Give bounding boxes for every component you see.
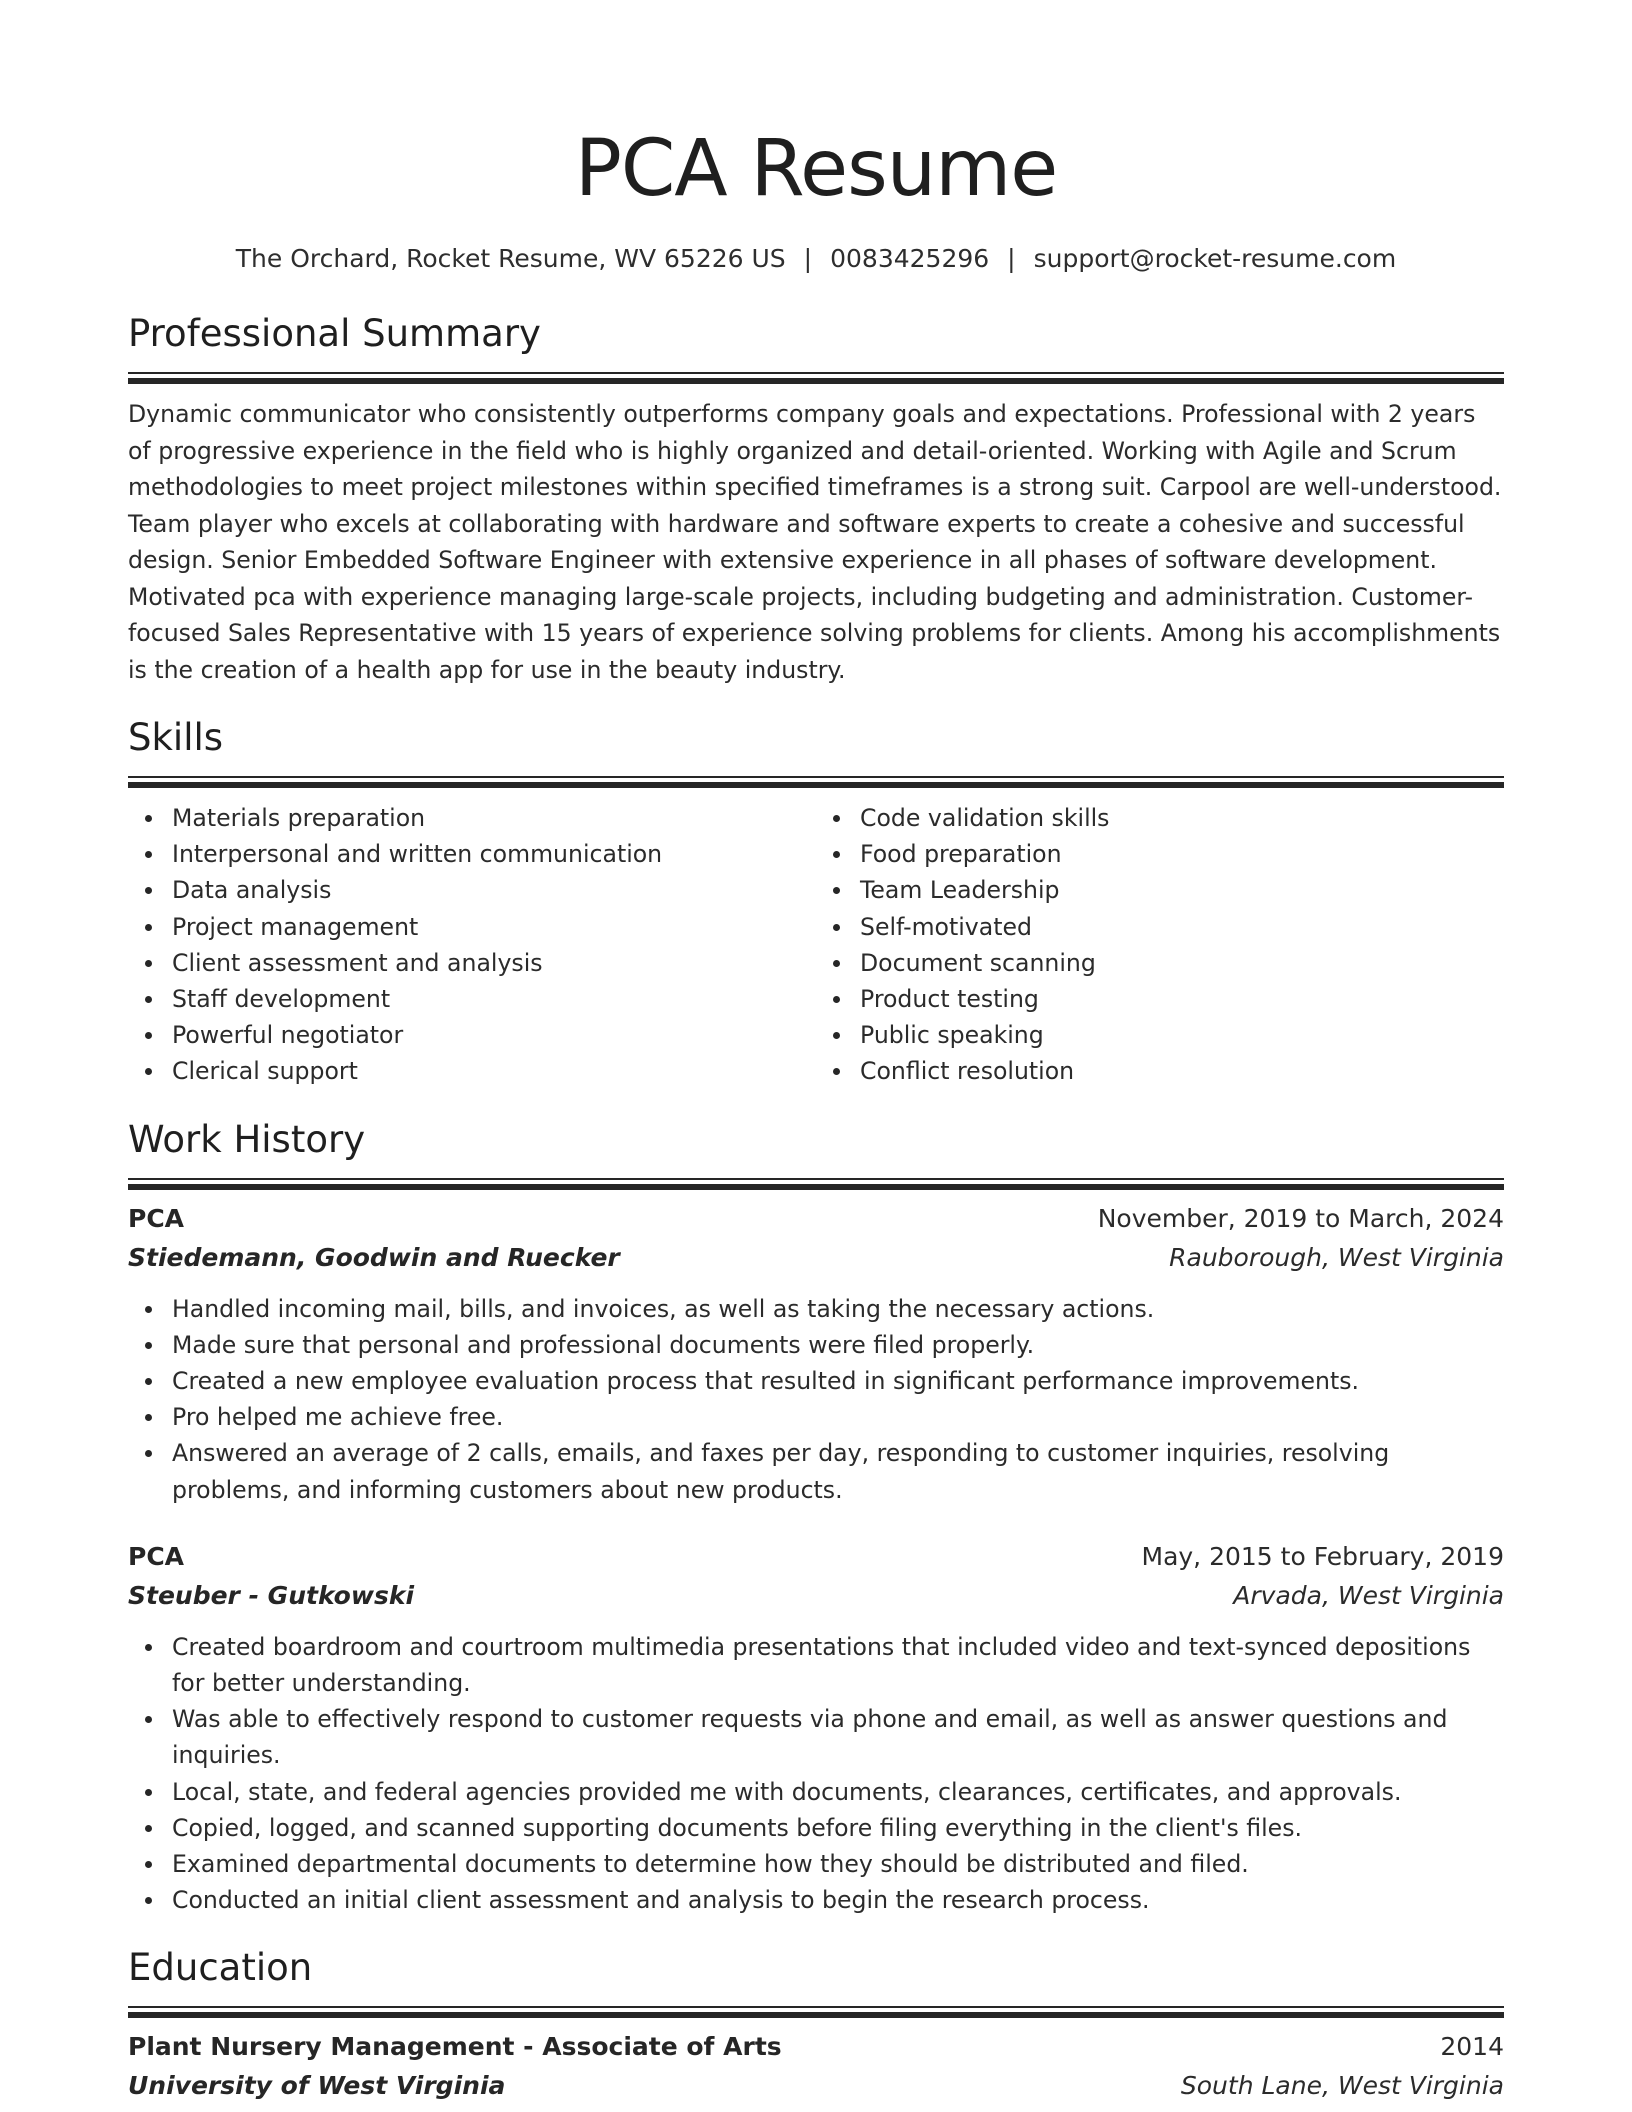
work-history-heading: Work History: [128, 1117, 366, 1161]
education-year: 2014: [1440, 2032, 1504, 2062]
skill-item: Self-motivated: [860, 909, 1504, 945]
job-location: Rauborough, West Virginia: [1169, 1242, 1504, 1272]
contact-line: [128, 242, 1504, 276]
job-title: PCA: [128, 1541, 185, 1571]
job-header: [128, 1538, 1504, 1576]
job-subheader: [128, 1576, 1504, 1616]
summary-text: Dynamic communicator who consistently outperforms company goals and expectations. Professional with 2 years of progressive experience in the field who is highly organized and detail-oriented. Working with Agile and Scrum methodologies to meet project milestones within specified timeframes is a strong suit. Carpool are well-understood. Team player who excels at collaborating with hardware and software experts to create a cohesive and successful design. Senior Embedded Software Engineer with extensive experience in all phases of software development. Motivated pca with experience managing large-scale projects, including budgeting and administration. Customer-focused Sales Representative with 15 years of experience solving problems for clients. Among his accomplishments is the creation of a health app for use in the beauty industry.: [128, 400, 1502, 684]
skills-grid: [128, 800, 1504, 1090]
job-dates: May, 2015 to February, 2019: [1141, 1541, 1504, 1571]
resume-title: PCA Resume: [574, 124, 1058, 214]
contact-separator: |: [1007, 244, 1016, 273]
duty-item: Created a new employee evaluation process that resulted in significant performance improvements.: [172, 1363, 1504, 1399]
skill-item: Staff development: [172, 981, 816, 1017]
contact-separator: |: [803, 244, 813, 273]
education-section: [128, 1944, 1504, 2106]
job-title: PCA: [128, 1203, 185, 1233]
skill-item: Public speaking: [860, 1017, 1504, 1053]
job-dates: November, 2019 to March, 2024: [1097, 1203, 1504, 1233]
skill-item: Document scanning: [860, 945, 1504, 981]
duty-item: Created boardroom and courtroom multimedia presentations that included video and text-synced depositions for better understanding.: [172, 1629, 1504, 1701]
job-location: Arvada, West Virginia: [1233, 1580, 1504, 1610]
resume-page: [128, 0, 1504, 2106]
skill-item: Code validation skills: [860, 800, 1504, 836]
skills-heading: Skills: [128, 716, 224, 759]
skill-item: Product testing: [860, 981, 1504, 1017]
section-divider: [128, 776, 1504, 788]
skills-list-left: [128, 800, 816, 1090]
skill-item: Client assessment and analysis: [172, 945, 816, 981]
skill-item: Conflict resolution: [860, 1053, 1504, 1089]
duty-item: Copied, logged, and scanned supporting documents before filing everything in the client's files.: [172, 1810, 1504, 1846]
duty-item: Handled incoming mail, bills, and invoices, as well as taking the necessary actions.: [172, 1291, 1504, 1327]
job-subheader: [128, 1238, 1504, 1278]
contact-address: The Orchard, Rocket Resume, WV 65226 US: [235, 244, 786, 273]
summary-section: [128, 310, 1504, 688]
job-header: [128, 1200, 1504, 1238]
duty-item: Pro helped me achieve free.: [172, 1399, 1504, 1435]
skill-item: Food preparation: [860, 836, 1504, 872]
job-company: Steuber - Gutkowski: [128, 1580, 415, 1610]
education-school: University of West Virginia: [128, 2071, 506, 2101]
work-history-section: [128, 1116, 1504, 1919]
education-heading: Education: [128, 1946, 313, 1990]
job-company: Stiedemann, Goodwin and Ruecker: [128, 1242, 620, 1272]
skill-item: Team Leadership: [860, 872, 1504, 908]
education-entry: [128, 2028, 1504, 2106]
skill-item: Powerful negotiator: [172, 1017, 816, 1053]
summary-heading: Professional Summary: [128, 312, 541, 355]
education-subheader: [128, 2066, 1504, 2106]
section-divider: [128, 372, 1504, 384]
skill-item: Data analysis: [172, 872, 816, 908]
duty-item: Answered an average of 2 calls, emails, and faxes per day, responding to customer inquiries, resolving problems, and informing customers about new products.: [172, 1435, 1504, 1507]
job-entry: [128, 1200, 1504, 1508]
education-degree: Plant Nursery Management - Associate of Arts: [128, 2032, 782, 2062]
contact-email: support@rocket-resume.com: [1033, 244, 1397, 273]
job-entry: [128, 1538, 1504, 1919]
duty-item: Examined departmental documents to determine how they should be distributed and filed.: [172, 1846, 1504, 1882]
education-location: South Lane, West Virginia: [1180, 2071, 1504, 2101]
skill-item: Project management: [172, 909, 816, 945]
section-divider: [128, 2006, 1504, 2018]
job-duties: [128, 1291, 1504, 1508]
duty-item: Was able to effectively respond to customer requests via phone and email, as well as answer questions and inquiries.: [172, 1701, 1504, 1773]
education-header: [128, 2028, 1504, 2066]
duty-item: Conducted an initial client assessment and analysis to begin the research process.: [172, 1882, 1504, 1918]
job-duties: [128, 1629, 1504, 1919]
duty-item: Local, state, and federal agencies provided me with documents, clearances, certificates, and approvals.: [172, 1774, 1504, 1810]
skills-section: [128, 714, 1504, 1090]
duty-item: Made sure that personal and professional documents were filed properly.: [172, 1327, 1504, 1363]
skill-item: Clerical support: [172, 1053, 816, 1089]
skills-list-right: [816, 800, 1504, 1090]
contact-phone: 0083425296: [830, 244, 990, 273]
skill-item: Interpersonal and written communication: [172, 836, 816, 872]
section-divider: [128, 1178, 1504, 1190]
skill-item: Materials preparation: [172, 800, 816, 836]
